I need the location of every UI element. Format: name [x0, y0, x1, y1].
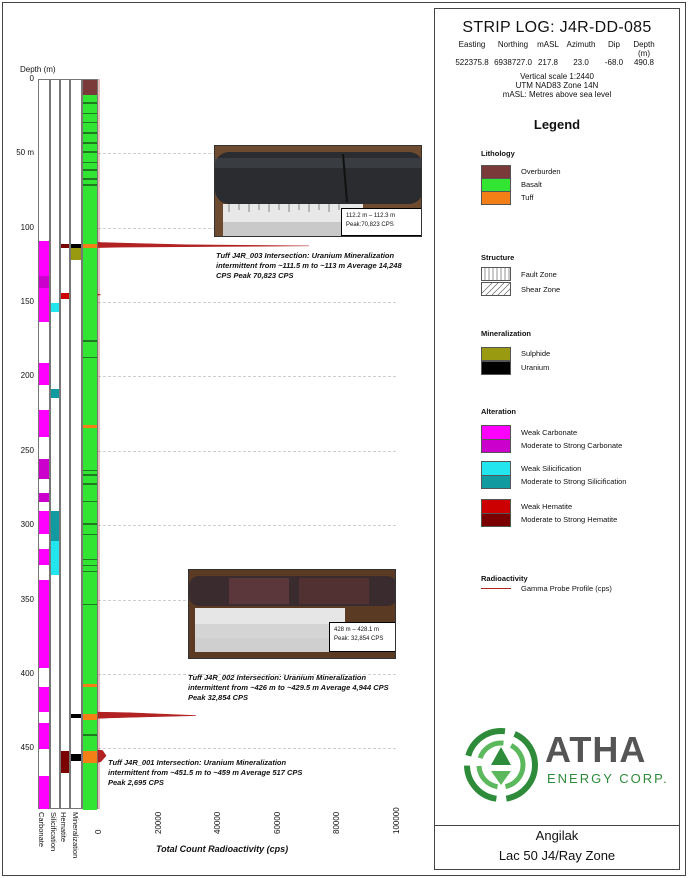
- fracture-line: [83, 178, 97, 180]
- fracture-line: [83, 474, 97, 476]
- lithology-interval: [83, 751, 97, 763]
- coord-value: 490.8: [633, 58, 655, 67]
- x-tick-label: 60000: [272, 811, 282, 834]
- carbonate-interval: [39, 549, 49, 565]
- legend-section-structure: Structure: [481, 253, 515, 262]
- silicification-interval: [51, 389, 59, 398]
- legend-swatch-basalt: [481, 178, 511, 192]
- lithology-interval: [83, 687, 97, 714]
- carbonate-interval: [39, 687, 49, 712]
- legend-label-sulphide: Sulphide: [521, 349, 551, 358]
- carbonate-interval: [39, 723, 49, 750]
- legend-label-weak-hematite: Weak Hematite: [521, 502, 573, 511]
- legend-swatch-strong-silicification: [481, 475, 511, 489]
- photo-callout-lower: [329, 622, 396, 652]
- mineralization-interval: [71, 754, 81, 761]
- carbonate-interval: [39, 459, 49, 478]
- legend-section-mineralization: Mineralization: [481, 329, 532, 338]
- legend-swatch-uranium: [481, 361, 511, 375]
- legend-label-overburden: Overburden: [521, 167, 561, 176]
- coord-header: Easting: [458, 40, 486, 49]
- carbonate-interval: [39, 276, 49, 288]
- gamma-spike: [98, 294, 101, 295]
- depth-tick-label: 300: [20, 520, 34, 530]
- carbonate-interval: [39, 363, 49, 385]
- callout-lower-peak: Peak: 32,854 CPS: [334, 636, 384, 642]
- depth-tick-label: 150: [20, 297, 34, 307]
- meta-line: UTM NAD83 Zone 14N: [515, 81, 599, 90]
- hematite-interval: [61, 244, 69, 248]
- logo-name: ATHA: [545, 729, 647, 770]
- logo-subtitle: ENERGY CORP.: [547, 771, 669, 786]
- lithology-interval: [83, 80, 97, 95]
- legend-label-strong-carbonate: Moderate to Strong Carbonate: [521, 441, 623, 450]
- fracture-line: [83, 734, 97, 736]
- fracture-line: [83, 534, 97, 536]
- core-photo-upper: [214, 145, 422, 237]
- fracture-line: [83, 523, 97, 525]
- x-tick-label: 80000: [332, 811, 342, 834]
- fracture-line: [83, 470, 97, 472]
- intersection-note-j4r-001: Tuff J4R_001 Intersection: Uranium Mineralization intermittent from ~451.5 m to ~459 m Average 517 CPS Peak 2,695 CPS: [108, 758, 303, 787]
- coord-value: 6938727.0: [494, 58, 532, 67]
- coord-header: mASL: [537, 40, 559, 49]
- gamma-spike: [98, 712, 196, 718]
- hematite-column: [60, 79, 70, 809]
- fracture-line: [83, 184, 97, 186]
- carbonate-interval: [39, 288, 49, 322]
- silicification-interval: [51, 541, 59, 575]
- coord-header: Depth (m): [633, 40, 655, 58]
- hematite-interval: [61, 293, 69, 299]
- header-legend-panel: [434, 8, 680, 870]
- fracture-line: [83, 162, 97, 164]
- fracture-line: [83, 483, 97, 485]
- carbonate-interval: [39, 493, 49, 502]
- footer-zone: Lac 50 J4/Ray Zone: [498, 848, 616, 863]
- project-footer: [435, 825, 679, 871]
- coord-header: Northing: [497, 40, 529, 49]
- fracture-line: [83, 357, 97, 359]
- mineralization-column: [70, 79, 82, 809]
- strip-log-title: STRIP LOG: J4R-DD-085: [462, 19, 652, 36]
- legend-swatch-weak-silicification: [481, 461, 511, 475]
- meta-line: mASL: Metres above sea level: [502, 90, 612, 99]
- legend-section-radioactivity: Radioactivity: [481, 574, 528, 583]
- fracture-line: [83, 132, 97, 134]
- coord-value: 522375.8: [455, 58, 489, 67]
- legend-swatch-gamma-line: [481, 588, 511, 589]
- x-tick-label: 40000: [213, 811, 223, 834]
- coord-value: -68.0: [604, 58, 624, 67]
- legend-swatch-sulphide: [481, 347, 511, 361]
- x-axis-label: Total Count Radioactivity (cps): [156, 844, 289, 854]
- fracture-line: [83, 102, 97, 104]
- x-tick-label: 0: [94, 829, 103, 834]
- gamma-spike: [98, 242, 309, 247]
- x-tick-label: 100000: [392, 807, 401, 834]
- fracture-line: [83, 571, 97, 573]
- legend-label-tuff: Tuff: [521, 193, 534, 202]
- legend-label-gamma: Gamma Probe Profile (cps): [521, 584, 612, 593]
- silicification-column: [50, 79, 60, 809]
- callout-upper-depth: 112.2 m – 112.3 m: [346, 213, 396, 219]
- legend-label-shear-zone: Shear Zone: [521, 285, 561, 294]
- hematite-interval: [61, 751, 69, 773]
- callout-lower-depth: 428 m – 428.1 m: [334, 627, 380, 633]
- carbonate-interval: [39, 410, 49, 437]
- legend-swatch-shear-zone: [481, 282, 511, 296]
- meta-line: Vertical scale 1:2440: [520, 72, 594, 81]
- carbonate-column: [38, 79, 50, 809]
- lithology-column: [82, 79, 98, 809]
- intersection-note-j4r-003: Tuff J4R_003 Intersection: Uranium Mineralization intermittent from ~111.5 m to ~113 m Average 14,248 CPS Peak 70,823 CPS: [216, 251, 402, 280]
- column-label-silicification: Silicification: [49, 812, 58, 852]
- legend-label-fault-zone: Fault Zone: [521, 270, 557, 279]
- column-label-hematite: Hematite: [59, 812, 68, 843]
- fracture-line: [83, 169, 97, 171]
- lithology-interval: [83, 763, 97, 810]
- legend-label-weak-silicification: Weak Silicification: [521, 464, 582, 473]
- depth-label: Depth (m): [20, 65, 56, 74]
- carbonate-interval: [39, 511, 49, 533]
- legend-swatch-weak-hematite: [481, 499, 511, 513]
- depth-tick-label: 200: [20, 371, 34, 381]
- fracture-line: [83, 559, 97, 561]
- legend-label-strong-silicification: Moderate to Strong Silicification: [521, 477, 627, 486]
- legend-section-alteration: Alteration: [481, 407, 517, 416]
- coord-value: 23.0: [573, 58, 589, 67]
- legend-title: Legend: [533, 117, 581, 132]
- carbonate-interval: [39, 776, 49, 809]
- lithology-interval: [83, 428, 97, 684]
- column-label-mineralization: Mineralization: [71, 812, 80, 859]
- scale-meta: [435, 72, 679, 99]
- legend-section-lithology: Lithology: [481, 149, 515, 158]
- gamma-spike: [98, 750, 106, 762]
- legend-swatch-strong-carbonate: [481, 439, 511, 453]
- legend-label-weak-carbonate: Weak Carbonate: [521, 428, 578, 437]
- depth-tick-label: 50 m: [16, 148, 34, 158]
- mineralization-interval: [71, 714, 81, 718]
- photo-callout-upper: [341, 208, 422, 236]
- footer-project: Angilak: [535, 828, 579, 843]
- legend-swatch-weak-carbonate: [481, 425, 511, 439]
- legend-swatch-tuff: [481, 191, 511, 205]
- legend-swatch-fault-zone: [481, 267, 511, 281]
- fracture-line: [83, 604, 97, 606]
- header-block: [435, 9, 679, 99]
- depth-tick-label: 350: [20, 594, 34, 604]
- legend-label-uranium: Uranium: [521, 363, 550, 372]
- fracture-line: [83, 142, 97, 144]
- silicification-interval: [51, 303, 59, 312]
- carbonate-interval: [39, 241, 49, 277]
- fracture-line: [83, 340, 97, 342]
- fracture-line: [83, 151, 97, 153]
- fracture-line: [83, 565, 97, 567]
- collar-coordinates: [435, 40, 679, 67]
- legend-swatch-strong-hematite: [481, 513, 511, 527]
- carbonate-interval: [39, 580, 49, 668]
- coord-header: Dip: [607, 40, 620, 49]
- depth-tick-label: 0: [29, 74, 34, 83]
- legend-label-basalt: Basalt: [521, 180, 542, 189]
- depth-tick-label: 100: [20, 222, 34, 232]
- coord-header: Azimuth: [566, 40, 596, 49]
- lithology-interval: [83, 248, 97, 425]
- legend-label-strong-hematite: Moderate to Strong Hematite: [521, 515, 618, 524]
- fracture-line: [83, 122, 97, 124]
- silicification-interval: [51, 511, 59, 541]
- callout-upper-peak: Peak:70,823 CPS: [346, 222, 394, 228]
- strip-log-area: [8, 8, 432, 870]
- legend-swatch-overburden: [481, 165, 511, 179]
- core-photo-lower: [188, 569, 396, 659]
- fracture-line: [83, 113, 97, 115]
- depth-tick-label: 250: [20, 445, 34, 455]
- coord-value: 217.8: [537, 58, 559, 67]
- fracture-line: [83, 501, 97, 503]
- atha-logo-icon: [461, 725, 541, 805]
- depth-tick-label: 400: [20, 668, 34, 678]
- mineralization-interval: [71, 248, 81, 260]
- column-label-carbonate: Carbonate: [37, 812, 46, 848]
- intersection-note-j4r-002: Tuff J4R_002 Intersection: Uranium Mineralization intermittent from ~426 m to ~429.5 m Average 4,944 CPS Peak 32,854 CPS: [188, 673, 389, 702]
- depth-tick-label: 450: [20, 743, 34, 753]
- x-tick-label: 20000: [153, 811, 163, 834]
